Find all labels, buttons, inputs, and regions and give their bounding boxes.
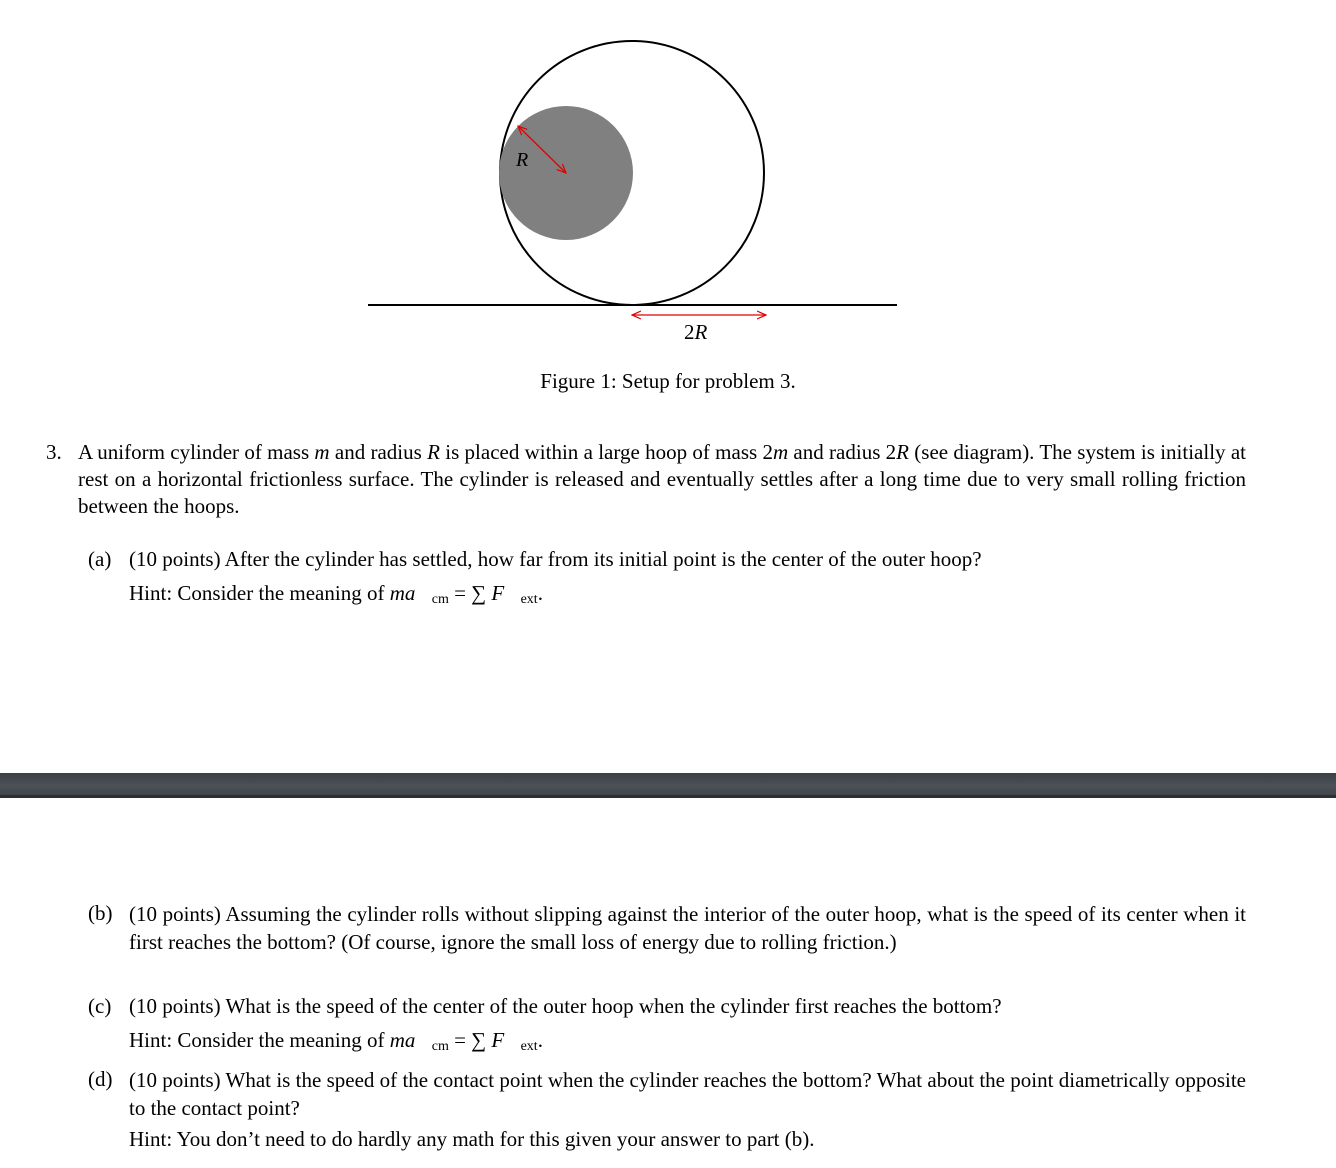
- problem-text: A uniform cylinder of mass m and radius R is placed within a large hoop of mass 2m and radius 2R (see diagram). The system is initially at rest on a horizontal frictionless surface. The cylinder is released and eventually settles after a long time due to very small rolling friction between the hoops.: [78, 440, 1246, 518]
- part-a-label: (a): [88, 547, 112, 571]
- page-divider: [0, 773, 1336, 798]
- part-a-text: (10 points) After the cylinder has settled, how far from its initial point is the center of the outer hoop?: [129, 547, 982, 571]
- part-c-hint-formula: $ma⃗_{cm}$ = ∑ $F⃗_{ext}$.: [389, 1028, 543, 1054]
- part-c-hint: [129, 1027, 543, 1060]
- figure-diagram: [0, 0, 1336, 360]
- problem-number: 3.: [46, 440, 62, 464]
- part-c-text: (10 points) What is the speed of the center of the outer hoop when the cylinder first reaches the bottom?: [129, 994, 1002, 1018]
- part-d-text: (10 points) What is the speed of the contact point when the cylinder reaches the bottom? What about the point diametrically opposite to the contact point?: [129, 1068, 1246, 1120]
- label-r: R: [516, 149, 529, 171]
- part-d-hint: Hint: You don’t need to do hardly any math for this given your answer to part (b).: [129, 1127, 815, 1151]
- part-b-label: (b): [88, 901, 113, 925]
- part-c-hint-prefix: Hint: Consider the meaning of: [129, 1028, 385, 1052]
- part-a-hint-formula: $ma⃗_{cm}$ = ∑ $F⃗_{ext}$.: [389, 581, 543, 607]
- part-c-label: (c): [88, 994, 112, 1018]
- part-d-label: (d): [88, 1067, 113, 1091]
- label-2r: 2R: [684, 320, 708, 344]
- part-b-text: (10 points) Assuming the cylinder rolls without slipping against the interior of the outer hoop, what is the speed of its center when it first reaches the bottom? (Of course, ignore the small loss of energy due to rolling friction.): [129, 902, 1246, 954]
- figure-caption: Figure 1: Setup for problem 3.: [540, 369, 796, 393]
- part-a-hint: [129, 580, 543, 613]
- part-a-hint-prefix: Hint: Consider the meaning of: [129, 581, 385, 605]
